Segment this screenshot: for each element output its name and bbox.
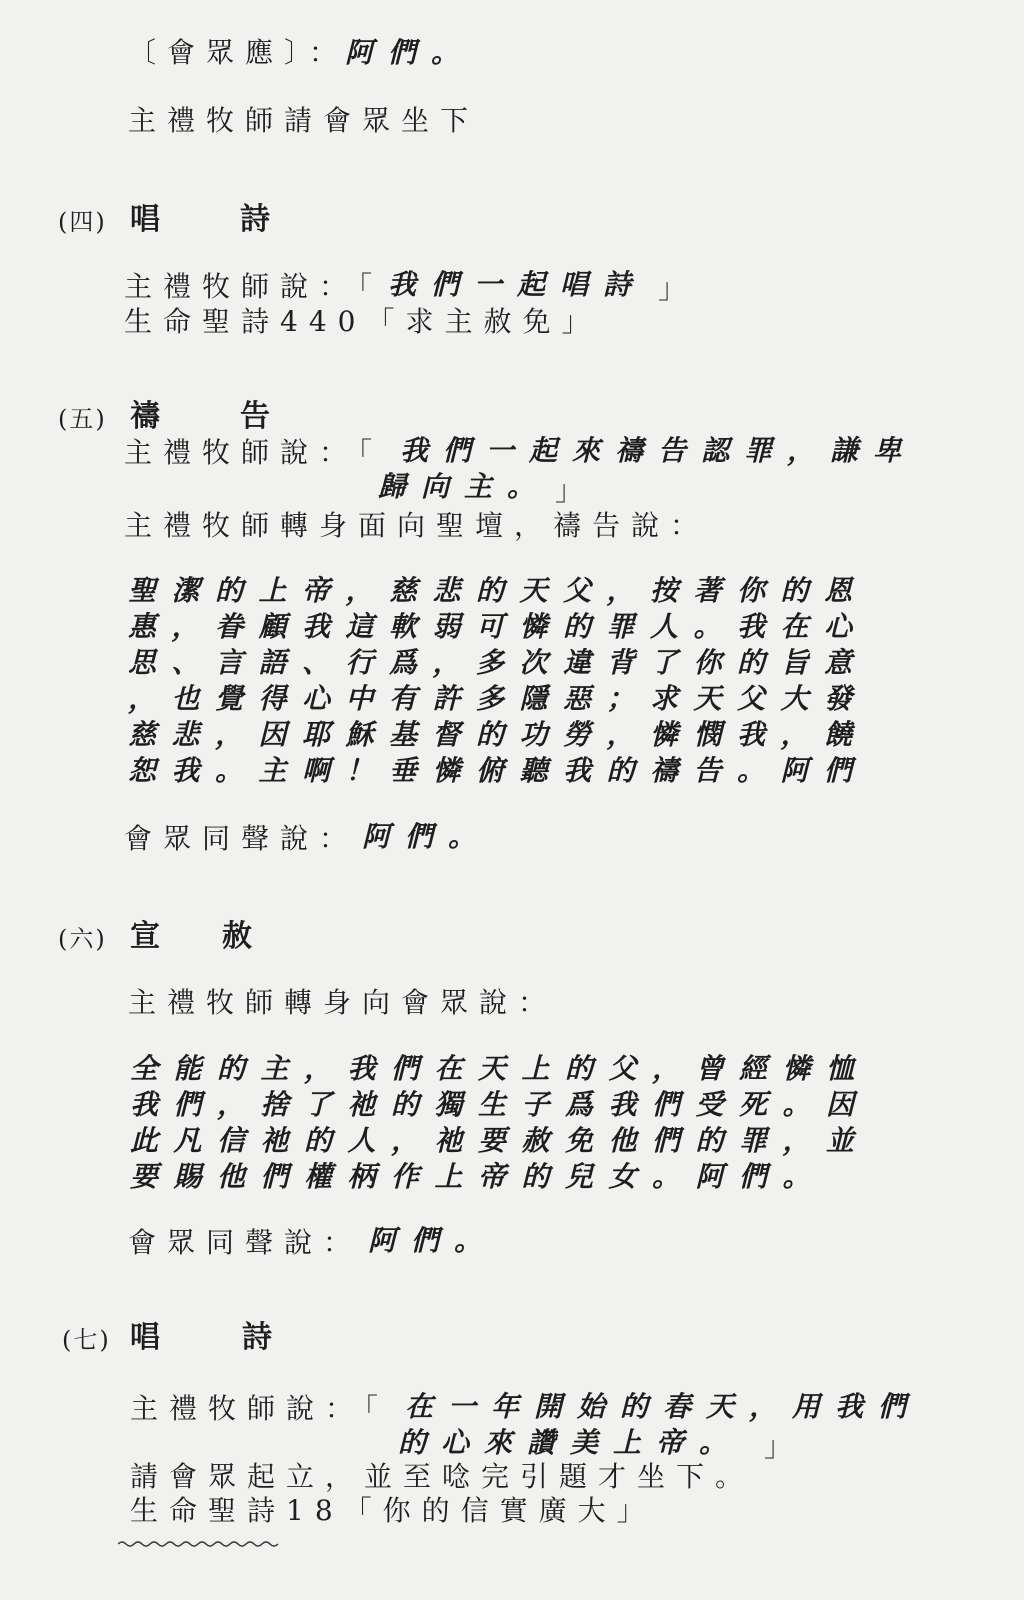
heading-char: 赦: [222, 919, 252, 954]
heading-char: 詩: [242, 1320, 272, 1355]
spoken-words: 我們一起來禱告認罪，謙卑: [400, 434, 917, 467]
handwritten-underline: [118, 1540, 282, 1548]
prayer-line: 思、言語、行爲，多次違背了你的旨意: [128, 646, 868, 679]
close-quote: 」: [555, 474, 595, 507]
prayer-line: 聖潔的上帝，慈悲的天父，按著你的恩: [128, 574, 868, 607]
section-number-6: (六): [58, 925, 107, 953]
congregation-says-label: 會眾同聲說：: [124, 822, 359, 855]
section-number-7: (七): [62, 1326, 111, 1354]
pastor-turns-instruction: 主禮牧師轉身向會眾說：: [128, 986, 558, 1019]
heading-char: 詩: [240, 202, 270, 237]
heading-char: 宣: [130, 919, 160, 954]
heading-char: 告: [240, 399, 270, 434]
absolution-line: 要賜他們權柄作上帝的兒女。阿們。: [130, 1160, 827, 1193]
amen-response: 阿們。: [345, 36, 475, 69]
hymn-reference: 生命聖詩440「求主赦免」: [124, 305, 601, 338]
hymn-reference: 生命聖詩18「你的信實廣大」: [130, 1494, 656, 1527]
close-quote: 」: [764, 1430, 804, 1463]
spoken-words: 歸向主。: [378, 470, 551, 503]
pastor-turns-instruction: 主禮牧師轉身面向聖壇，禱告說：: [124, 509, 710, 542]
pastor-says-label: 主禮牧師說：「: [124, 270, 384, 303]
absolution-line: 此凡信祂的人，祂要赦免他們的罪，並: [130, 1124, 870, 1157]
pastor-seat-instruction: 主禮牧師請會眾坐下: [128, 104, 480, 137]
spoken-words: 的心來讚美上帝。: [398, 1426, 743, 1459]
pastor-says-label: 主禮牧師說：「: [124, 436, 384, 469]
amen-response: 阿們。: [362, 820, 492, 853]
absolution-line: 全能的主，我們在天上的父，曾經憐恤: [130, 1052, 870, 1085]
spoken-words: 我們一起唱詩: [388, 268, 647, 301]
section-number-4: (四): [58, 208, 107, 236]
absolution-line: 我們，捨了祂的獨生子爲我們受死。因: [130, 1088, 870, 1121]
prayer-line: 恕我。主啊！垂憐俯聽我的禱告。阿們: [128, 754, 868, 787]
congregation-response-label: 〔會眾應〕：: [128, 36, 349, 69]
prayer-line: ，也覺得心中有許多隱惡；求天父大發: [128, 682, 868, 715]
heading-char: 禱: [130, 399, 160, 434]
spoken-words: 在一年開始的春天，用我們: [405, 1390, 922, 1423]
section-number-5: (五): [58, 405, 107, 433]
close-quote: 」: [658, 272, 698, 305]
amen-response: 阿們。: [368, 1224, 498, 1257]
heading-char: 唱: [130, 1320, 160, 1355]
congregation-says-label: 會眾同聲說：: [128, 1226, 363, 1259]
prayer-line: 惠，眷顧我這軟弱可憐的罪人。我在心: [128, 610, 868, 643]
pastor-says-label: 主禮牧師說：「: [130, 1392, 390, 1425]
stand-instruction: 請會眾起立，並至唸完引題才坐下。: [130, 1460, 755, 1493]
prayer-line: 慈悲，因耶穌基督的功勞，憐憫我，饒: [128, 718, 868, 751]
heading-char: 唱: [130, 202, 160, 237]
